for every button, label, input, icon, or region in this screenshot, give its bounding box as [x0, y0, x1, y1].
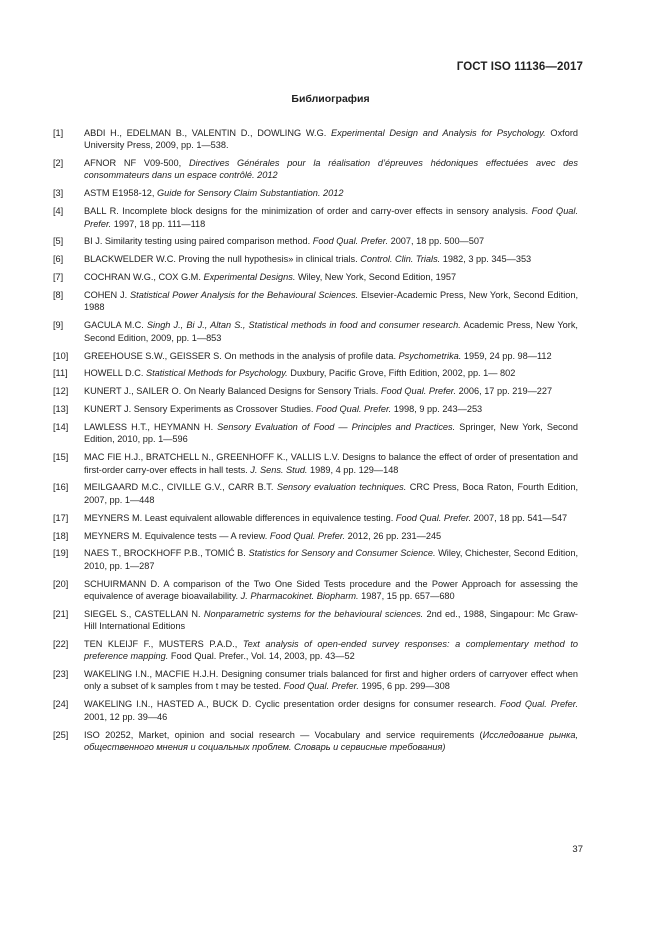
reference-item: [53, 512, 578, 524]
reference-title-italic: Food Qual. Prefer.: [315, 404, 392, 415]
reference-text-segment: ISO 20252, Market, opinion and social research — Vocabulary and service requirements (: [84, 729, 483, 740]
reference-item: [53, 421, 578, 446]
reference-item: [53, 530, 578, 542]
reference-number: [6]: [53, 254, 64, 265]
reference-text-segment: BI J. Similarity testing using paired comparison method.: [84, 236, 313, 247]
reference-text: [84, 403, 578, 415]
reference-text-segment: ASTM E1958-12,: [84, 188, 158, 199]
reference-item: [53, 235, 578, 247]
reference-text-segment: WAKELING I.N., HASTED A., BUCK D. Cyclic presentation order designs for consumer research.: [84, 699, 501, 710]
reference-text-segment: CRC Press, Boca Raton, Fourth Edition, 2007, pp. 1—448: [84, 482, 579, 505]
reference-text-segment: LAWLESS H.T., HEYMANN H.: [84, 422, 218, 433]
reference-text: [84, 289, 578, 314]
reference-item: [53, 367, 578, 379]
reference-text-segment: COHEN J.: [84, 290, 131, 301]
reference-text: [84, 530, 578, 542]
reference-number: [12]: [53, 386, 69, 397]
reference-text: [84, 729, 578, 754]
reference-text-segment: 1982, 3 pp. 345—353: [440, 254, 532, 265]
reference-item: [53, 729, 578, 754]
reference-item: [53, 608, 578, 633]
reference-text: [84, 451, 578, 476]
reference-item: [53, 253, 578, 265]
reference-title-italic: Statistics for Sensory and Consumer Science.: [248, 548, 436, 559]
reference-text-segment: Wiley, Chichester, Second Edition, 2010, pp. 1—287: [84, 548, 578, 571]
reference-text-segment: 1998, 9 pp. 243—253: [391, 404, 483, 415]
reference-text: [84, 512, 578, 524]
reference-text-segment: 2007, 18 pp. 500—507: [388, 236, 485, 247]
reference-item: [53, 289, 578, 314]
reference-text: [84, 235, 578, 247]
reference-text-segment: MEYNERS M. Least equivalent allowable differences in equivalence testing.: [84, 512, 396, 523]
reference-number: [10]: [53, 350, 69, 361]
reference-item: [53, 385, 578, 397]
reference-title-italic: Statistical Power Analysis for the Behavioural Sciences.: [130, 290, 359, 301]
reference-title-italic: Sensory Evaluation of Food — Principles and Practices.: [217, 422, 456, 433]
reference-title-italic: Text analysis of open-ended survey responses: a complementary method to preference mapping.: [84, 638, 578, 662]
reference-text-segment: GREEHOUSE S.W., GEISSER S. On methods in the analysis of profile data.: [84, 350, 399, 361]
reference-item: [53, 157, 578, 182]
reference-text-segment: MAC FIE H.J., BRATCHELL N., GREENHOFF K., VALLIS L.V. Designs to balance the effect of order of presentation and first-order carry-over effects in hall tests.: [84, 452, 578, 475]
reference-title-italic: Statistical Methods for Psychology.: [145, 368, 288, 379]
reference-text: [84, 481, 578, 506]
reference-item: [53, 638, 578, 663]
reference-text-segment: KUNERT J. Sensory Experiments as Crossover Studies.: [84, 404, 316, 415]
reference-text: [84, 127, 578, 152]
reference-title-italic: J. Sens. Stud.: [250, 464, 308, 475]
reference-text-segment: 1959, 24 pp. 98—112: [461, 350, 552, 361]
reference-title-italic: Food Qual. Prefer.: [283, 681, 359, 692]
reference-text-segment: 2001, 12 pp. 39—46: [84, 711, 168, 722]
page-number: 37: [572, 844, 583, 855]
reference-title-italic: Sensory evaluation techniques.: [276, 482, 407, 493]
reference-number: [21]: [53, 608, 69, 619]
reference-title-italic: Experimental Designs.: [203, 272, 296, 283]
reference-number: [5]: [53, 236, 64, 247]
reference-number: [20]: [53, 578, 69, 589]
reference-text-segment: MEYNERS M. Equivalence tests — A review.: [84, 530, 270, 541]
reference-text: [84, 698, 578, 723]
reference-item: [53, 127, 578, 152]
reference-text: [84, 385, 578, 397]
reference-title-italic: Food Qual. Prefer.: [380, 386, 457, 397]
reference-number: [17]: [53, 512, 69, 523]
reference-title-italic: Исследование рынка, общественного мнения и социальных проблем. Словарь и сервисные требования): [84, 729, 579, 752]
reference-text-segment: GACULA M.C.: [84, 320, 147, 331]
reference-text: [84, 638, 578, 663]
reference-text-segment: Oxford University Press, 2009, pp. 1—538.: [84, 128, 578, 151]
reference-number: [8]: [53, 290, 64, 301]
reference-number: [7]: [53, 272, 64, 283]
reference-title-italic: Nonparametric systems for the behavioural sciences.: [203, 608, 424, 619]
reference-text-segment: SIEGEL S., CASTELLAN N.: [84, 608, 204, 619]
reference-text: [84, 350, 578, 362]
reference-number: [14]: [53, 422, 69, 433]
reference-title-italic: Food Qual. Prefer.: [84, 206, 579, 229]
reference-number: [23]: [53, 669, 69, 680]
reference-number: [16]: [53, 482, 69, 493]
reference-number: [13]: [53, 404, 69, 415]
reference-text: [84, 271, 578, 283]
reference-item: [53, 271, 578, 283]
bibliography-heading: Библиография: [291, 93, 370, 105]
reference-title-italic: Guide for Sensory Claim Substantiation. 2012: [157, 188, 344, 199]
reference-text-segment: KUNERT J., SAILER O. On Nearly Balanced Designs for Sensory Trials.: [84, 386, 381, 397]
reference-list: [53, 127, 578, 759]
reference-item: [53, 698, 578, 723]
reference-text: [84, 367, 578, 379]
reference-text-segment: 2012, 26 pp. 231—245: [345, 530, 442, 541]
reference-text-segment: SCHUIRMANN D. A comparison of the Two One Sided Tests procedure and the Power Approach for assessing the equivalence of average bioavailability.: [84, 578, 578, 601]
reference-text-segment: 2006, 17 pp. 219—227: [456, 386, 553, 397]
reference-text: [84, 157, 578, 182]
reference-item: [53, 187, 578, 199]
reference-number: [22]: [53, 638, 69, 649]
reference-text: [84, 578, 578, 603]
reference-text-segment: Springer, New York, Second Edition, 2010, pp. 1—596: [84, 422, 578, 445]
reference-number: [19]: [53, 548, 69, 559]
reference-text-segment: 1989, 4 pp. 129—148: [307, 464, 399, 475]
reference-text: [84, 608, 578, 633]
reference-text-segment: 2nd ed., 1988, Singapour: Mc Graw-Hill International Editions: [84, 608, 578, 632]
reference-number: [3]: [53, 188, 64, 199]
document-code: ГОСТ ISO 11136—2017: [456, 61, 583, 73]
reference-text-segment: BALL R. Incomplete block designs for the minimization of order and carry-over effects in sensory analysis.: [84, 206, 532, 217]
reference-number: [18]: [53, 530, 69, 541]
reference-item: [53, 547, 578, 572]
reference-number: [9]: [53, 320, 64, 331]
reference-title-italic: Food Qual. Prefer.: [269, 530, 346, 541]
reference-title-italic: Food Qual. Prefer.: [500, 699, 578, 710]
reference-text: [84, 205, 578, 230]
reference-text-segment: Food Qual. Prefer., Vol. 14, 2003, pp. 43—52: [168, 651, 355, 662]
reference-title-italic: Experimental Design and Analysis for Psychology.: [331, 128, 546, 138]
reference-text-segment: WAKELING I.N., MACFIE H.J.H. Designing consumer trials balanced for first and higher orders of carryover effect when only a subset of k samples from t may be tested.: [84, 669, 578, 692]
reference-text: [84, 547, 578, 572]
reference-text: [84, 253, 578, 265]
reference-item: [53, 319, 578, 344]
reference-title-italic: J. Pharmacokinet. Biopharm.: [240, 590, 359, 601]
reference-item: [53, 481, 578, 506]
reference-number: [2]: [53, 158, 64, 169]
reference-number: [25]: [53, 729, 69, 740]
reference-text: [84, 421, 578, 446]
reference-title-italic: Singh J., Bi J., Altan S., Statistical methods in food and consumer research.: [146, 320, 461, 331]
reference-title-italic: Food Qual. Prefer.: [395, 512, 472, 523]
reference-item: [53, 350, 578, 362]
reference-text: [84, 668, 578, 693]
reference-text-segment: 1997, 18 pp. 111—118: [111, 218, 206, 229]
reference-text-segment: 1995, 6 pp. 299—308: [358, 681, 450, 692]
reference-text-segment: HOWELL D.C.: [84, 368, 146, 379]
reference-item: [53, 403, 578, 415]
reference-title-italic: Control. Clin. Trials.: [360, 254, 441, 265]
reference-text-segment: AFNOR NF V09-500,: [84, 158, 189, 169]
reference-text-segment: Wiley, New York, Second Edition, 1957: [295, 272, 457, 283]
reference-item: [53, 205, 578, 230]
reference-text-segment: Elsevier-Academic Press, New York, Second Edition, 1988: [84, 290, 579, 313]
reference-text-segment: 2007, 18 pp. 541—547: [471, 512, 568, 523]
reference-number: [15]: [53, 452, 69, 463]
reference-text-segment: 1987, 15 pp. 657—680: [358, 590, 455, 601]
reference-number: [1]: [53, 128, 64, 138]
reference-text-segment: BLACKWELDER W.C. Proving the null hypothesis» in clinical trials.: [84, 254, 361, 265]
reference-text: [84, 319, 578, 344]
reference-text-segment: Duxbury, Pacific Grove, Fifth Edition, 2002, pp. 1— 802: [287, 368, 516, 379]
reference-title-italic: Food Qual. Prefer.: [312, 236, 389, 247]
reference-number: [11]: [53, 368, 68, 379]
reference-text-segment: ABDI H., EDELMAN B., VALENTIN D., DOWLING W.G.: [84, 128, 332, 138]
reference-text-segment: COCHRAN W.G., COX G.M.: [84, 272, 204, 283]
reference-item: [53, 578, 578, 603]
reference-title-italic: Directives Générales pour la réalisation d’épreuves hédoniques effectuées avec des consommateurs dans un espace contrôlé. 2012: [84, 158, 578, 181]
reference-item: [53, 451, 578, 476]
reference-text-segment: NAES T., BROCKHOFF P.B., TOMIĆ B.: [84, 548, 249, 559]
reference-text-segment: Academic Press, New York, Second Edition, 2009, pp. 1—853: [84, 320, 578, 343]
reference-number: [4]: [53, 206, 64, 217]
reference-item: [53, 668, 578, 693]
reference-text-segment: TEN KLEIJF F., MUSTERS P.A.D.,: [84, 638, 243, 649]
reference-text: [84, 187, 578, 199]
reference-title-italic: Psychometrika.: [398, 350, 462, 361]
reference-text-segment: MEILGAARD M.C., CIVILLE G.V., CARR B.T.: [84, 482, 277, 493]
reference-number: [24]: [53, 699, 69, 710]
